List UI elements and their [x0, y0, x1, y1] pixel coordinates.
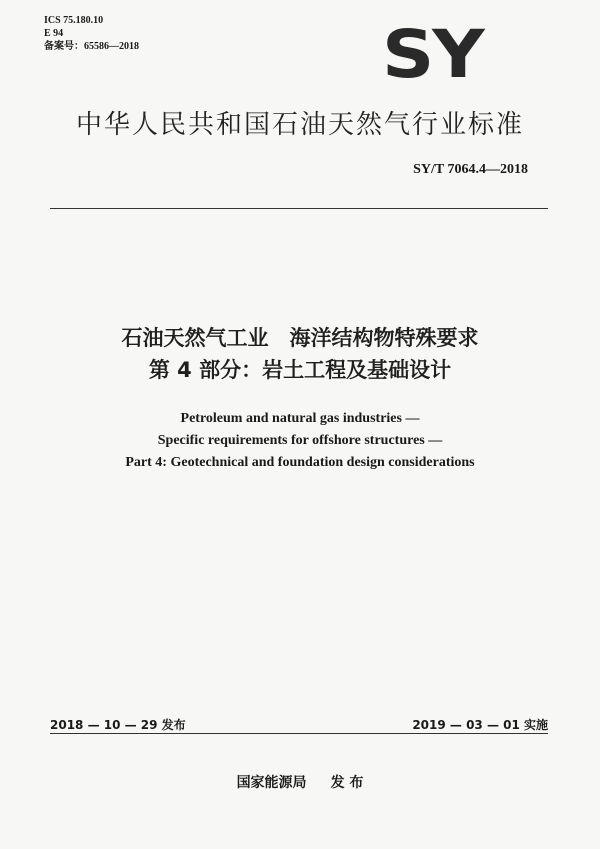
sy-logo: SY [382, 16, 483, 93]
issue-date: 2018 — 10 — 29 发布 [50, 718, 186, 732]
english-title-line-2: Specific requirements for offshore structures — [157, 433, 443, 448]
issuer-action: 发 布 [330, 775, 364, 791]
standard-title: 中华人民共和国石油天然气行业标准 [75, 110, 524, 140]
chinese-title-line-1: 石油天然气工业 海洋结构物特殊要求 [121, 326, 479, 350]
category-code: E 94 [44, 28, 64, 39]
ics-code: ICS 75.180.10 [44, 15, 104, 26]
bottom-divider [50, 733, 548, 734]
standard-code: SY/T 7064.4—2018 [413, 162, 528, 177]
effective-date: 2019 — 03 — 01 实施 [412, 718, 548, 732]
english-title-line-1: Petroleum and natural gas industries — [180, 411, 420, 426]
record-number: 备案号：65586—2018 [44, 41, 139, 52]
top-divider [50, 208, 548, 209]
issuer-name: 国家能源局 [236, 775, 307, 791]
standard-metadata [44, 14, 139, 53]
english-title-line-3: Part 4: Geotechnical and foundation design considerations [125, 455, 475, 470]
issuer [0, 772, 600, 792]
chinese-title-line-2: 第 4 部分：岩土工程及基础设计 [148, 358, 452, 382]
